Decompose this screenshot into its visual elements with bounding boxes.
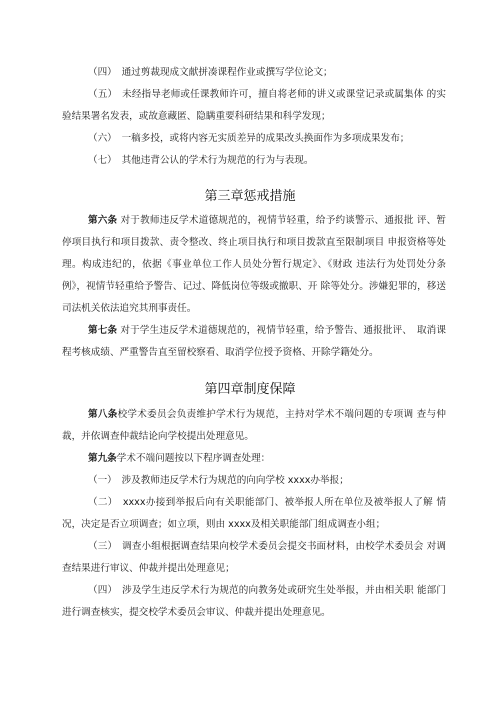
clause-5 xyxy=(62,84,446,128)
procedure-4-text: （四） 涉及学生违反学术行为规范的向教务处或研究生处举报，并由相关职 能部门进行调查核实，提交校学术委员会审议、仲裁并提出处理意见。 xyxy=(62,585,446,618)
article-9-text: 学术不端问题按以下程序调查处理： xyxy=(116,453,271,464)
chapter-3-heading: 第三章惩戒措施 xyxy=(204,189,296,204)
procedure-3-text: （三） 调查小组根据调查结果向校学术委员会提交书面材料，由校学术委员会 对调查结果进行审议、仲裁并提出处理意见； xyxy=(62,541,446,574)
procedure-3 xyxy=(62,536,446,580)
article-9-label: 第九条 xyxy=(88,453,117,464)
article-8 xyxy=(62,404,446,448)
article-6 xyxy=(62,210,446,320)
procedure-2-text: （二） xxxx办接到举报后向有关职能部门、被举报人所在单位及被举报人了解 情况，决定是否立项调查；如立项，则由 xxxx及相关职能部门组成调查小组； xyxy=(62,497,446,530)
clause-5-text: （五） 未经指导老师或任课教师许可，擅自将老师的讲义或课堂记录或属集体 的实验结果署名发表，或故意藏匿、隐瞒重要科研结果和科学发现； xyxy=(62,89,446,122)
chapter-4-heading: 第四章制度保障 xyxy=(204,382,296,397)
clause-6-text: （六） 一稿多投，或将内容无实质差异的成果改头换面作为多项成果发布； xyxy=(88,133,410,144)
article-7-label: 第七条 xyxy=(88,325,118,336)
article-6-text: 对于教师违反学术道德规范的，视情节轻重，给予约谈警示、通报批 评、暂停项目执行和项目拨款、责令整改、终止项目执行和项目拨款直至限制项目 申报资格等处理。构成违纪的，依据《事业单位工作人员处分暂行规定》、《财政 违法行为处罚处分条例》，视情节轻重给予警告、记过、降低岗位等级或撤职、开 除等处分。涉嫌犯罪的，移送司法机关依法追究其刑事责任。 xyxy=(62,215,446,314)
article-9 xyxy=(62,448,446,470)
article-6-label: 第六条 xyxy=(88,215,118,226)
article-7-text: 对于学生违反学术道德规范的，视情节轻重，给予警告、通报批评、 取消课程考核成绩、严重警告直至留校察看、取消学位授予资格、开除学籍处分。 xyxy=(62,325,447,358)
clause-4 xyxy=(62,62,446,84)
clause-6 xyxy=(62,128,446,150)
article-8-label: 第八条 xyxy=(88,409,118,420)
procedure-1 xyxy=(62,470,446,492)
clause-4-text: （四） 通过剪裁现成文献拼凑课程作业或撰写学位论文； xyxy=(88,67,333,78)
clause-7 xyxy=(62,150,446,172)
procedure-2 xyxy=(62,492,446,536)
article-7 xyxy=(62,320,446,364)
procedure-1-text: （一） 涉及教师违反学术行为规范的向向学校 xxxx办举报； xyxy=(88,475,349,486)
clause-7-text: （七） 其他违背公认的学术行为规范的行为与表现。 xyxy=(88,155,314,166)
procedure-4 xyxy=(62,580,446,624)
article-8-text: 校学术委员会负责维护学术行为规范，主持对学术不端问题的专项调 查与仲裁，并依调查仲裁结论向学校提出处理意见。 xyxy=(62,409,446,442)
